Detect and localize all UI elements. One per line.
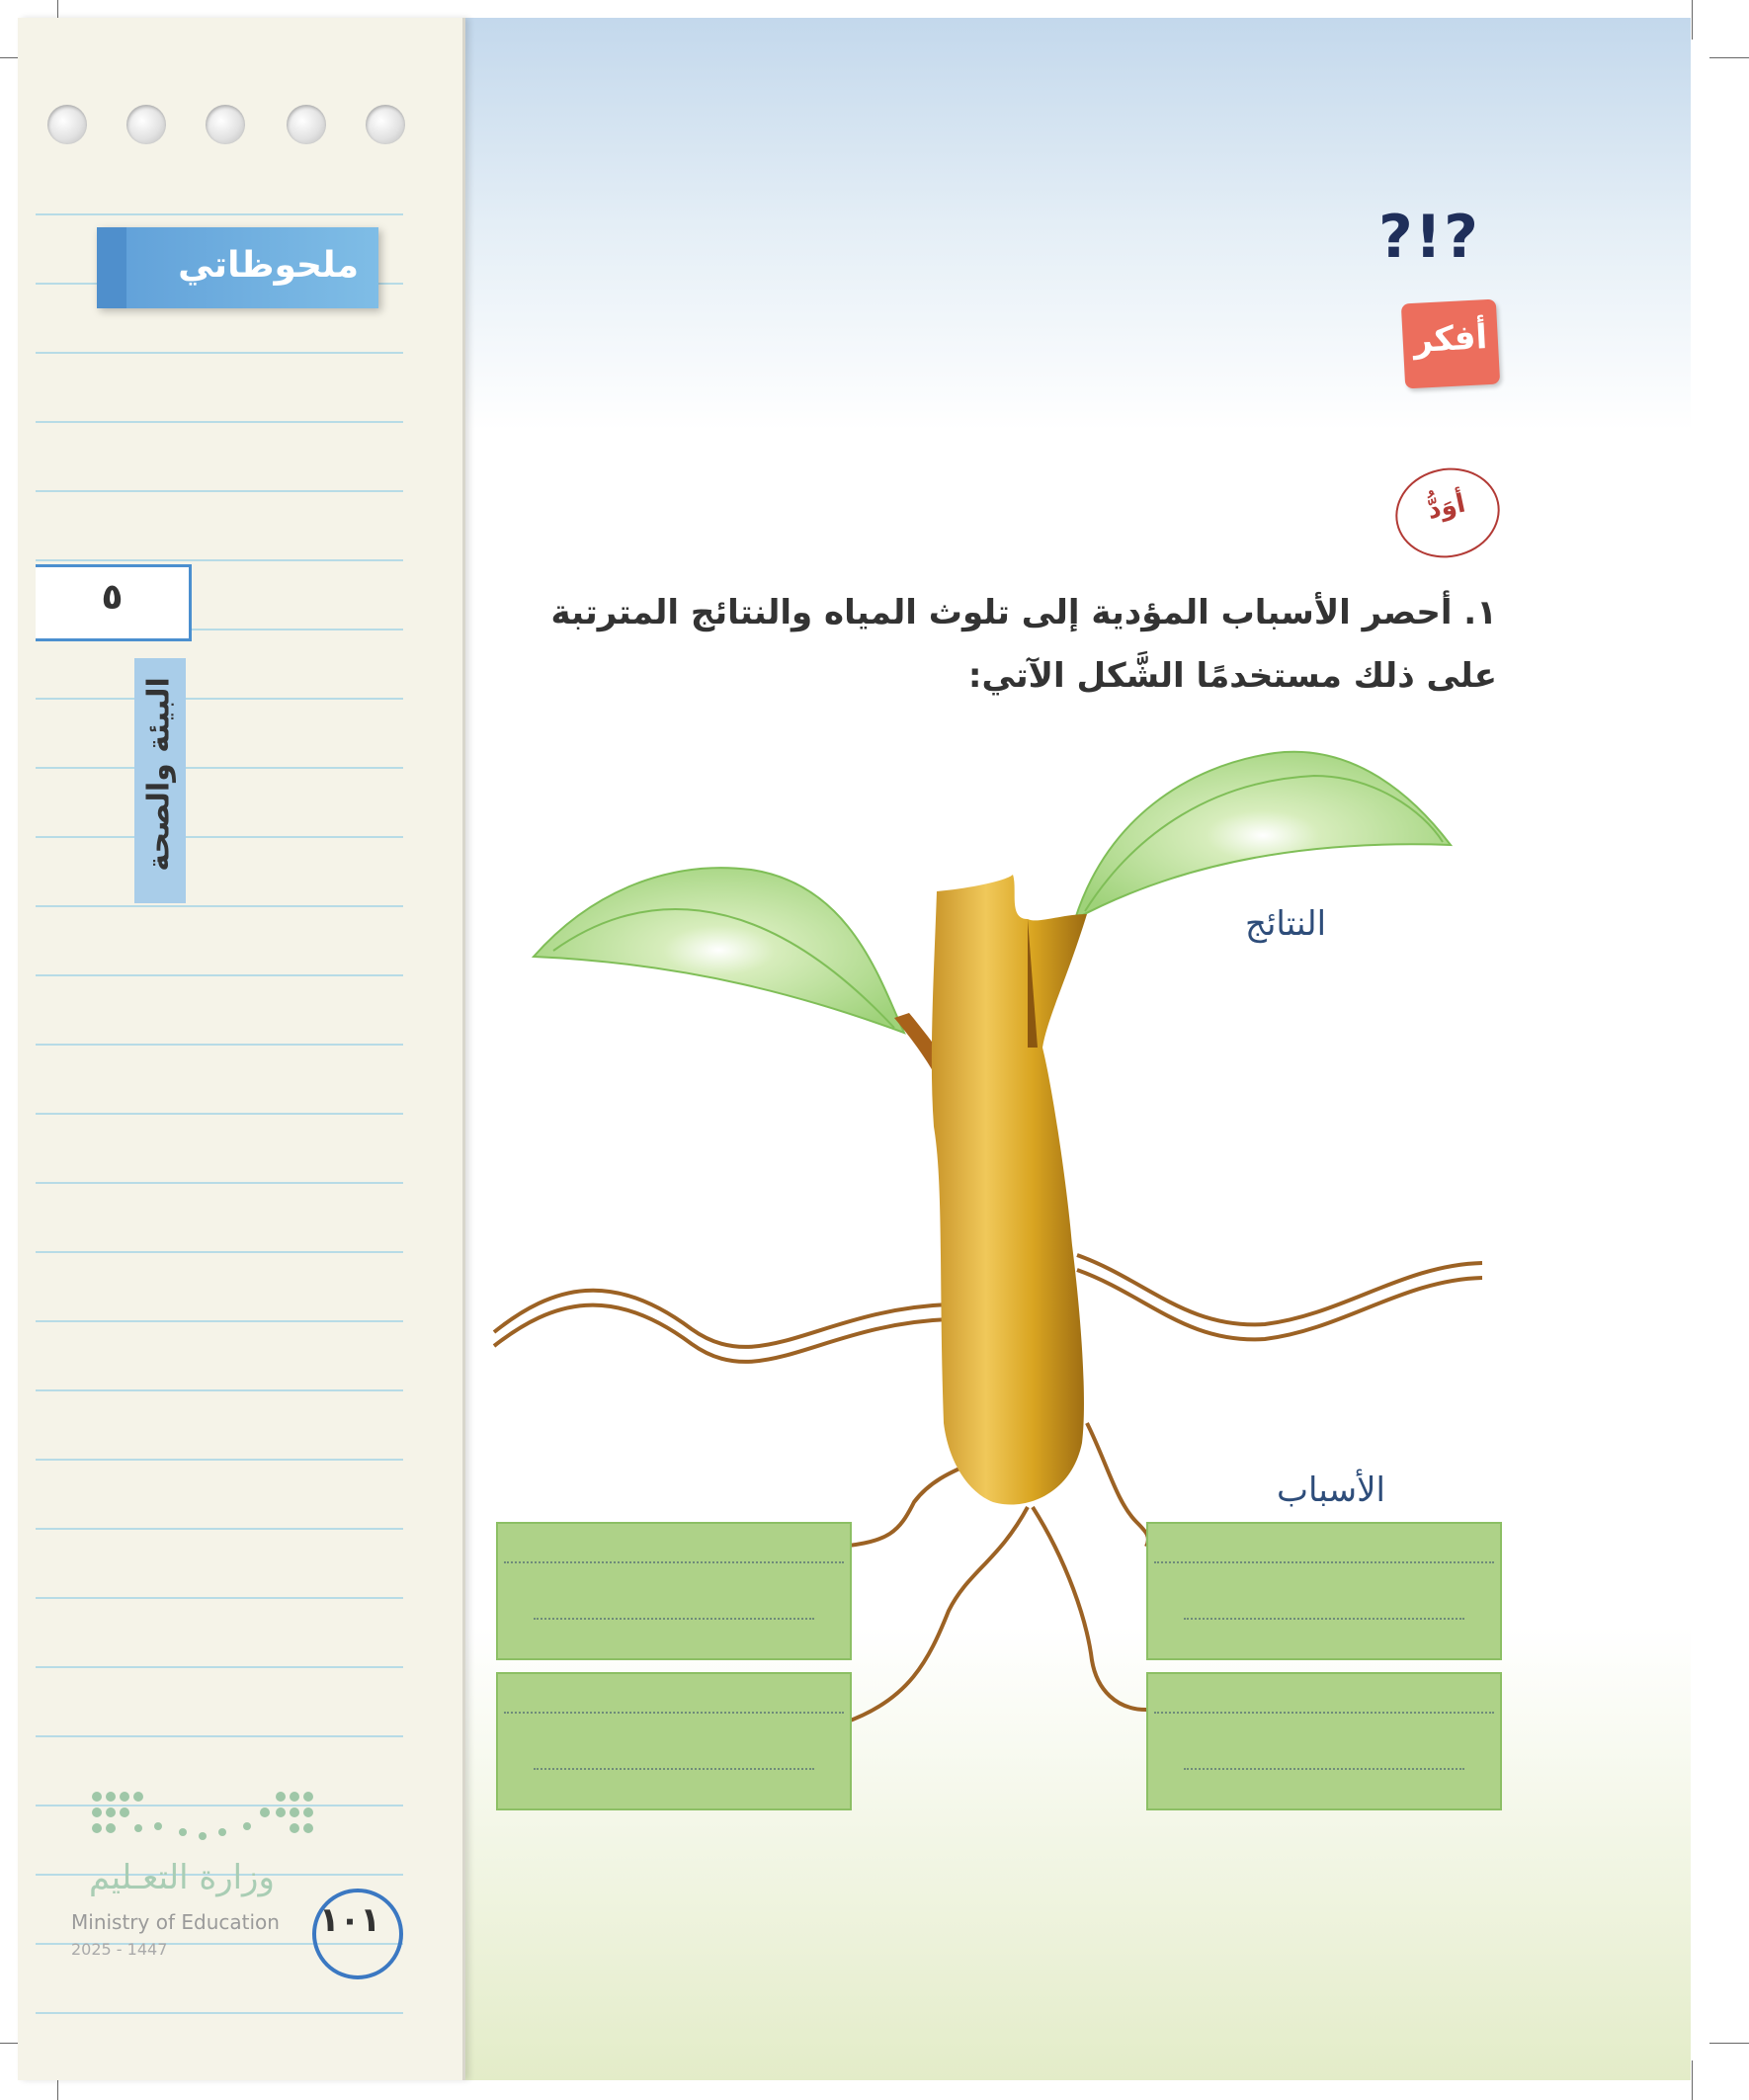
- unit-number: ٥: [101, 577, 124, 618]
- task-stamp-text: أوَدُّ: [1424, 488, 1468, 526]
- ministry-name-ar: وزارة التعـليم: [89, 1858, 275, 1897]
- notes-title: ملحوظاتي: [178, 245, 359, 286]
- answer-box-causes-2[interactable]: [1146, 1672, 1502, 1810]
- answer-box-causes-1[interactable]: [1146, 1522, 1502, 1660]
- think-label: أفكر: [1412, 317, 1489, 361]
- ground-line: [1077, 1270, 1482, 1339]
- right-leaf: [1075, 752, 1451, 919]
- causes-label: الأسباب: [1277, 1470, 1385, 1510]
- answer-box-results-1[interactable]: [496, 1522, 852, 1660]
- ministry-name-en: Ministry of Education: [71, 1910, 280, 1934]
- question-text: ١. أحصر الأسباب المؤدية إلى تلوث المياه والنتائج المترتبة على ذلك مستخدمًا الشَّكل الآتي:: [550, 593, 1497, 696]
- plant-stem: [932, 875, 1087, 1505]
- page-number: ١٠١: [318, 1900, 381, 1940]
- ground-line: [494, 1291, 949, 1347]
- ministry-year: 2025 - 1447: [71, 1940, 168, 1959]
- answer-box-results-2[interactable]: [496, 1672, 852, 1810]
- question-marks-icon: ?!?: [1378, 203, 1480, 272]
- left-leaf: [534, 868, 904, 1033]
- unit-title: البيئة والصحة: [141, 677, 177, 872]
- results-label: النتائج: [1245, 904, 1327, 944]
